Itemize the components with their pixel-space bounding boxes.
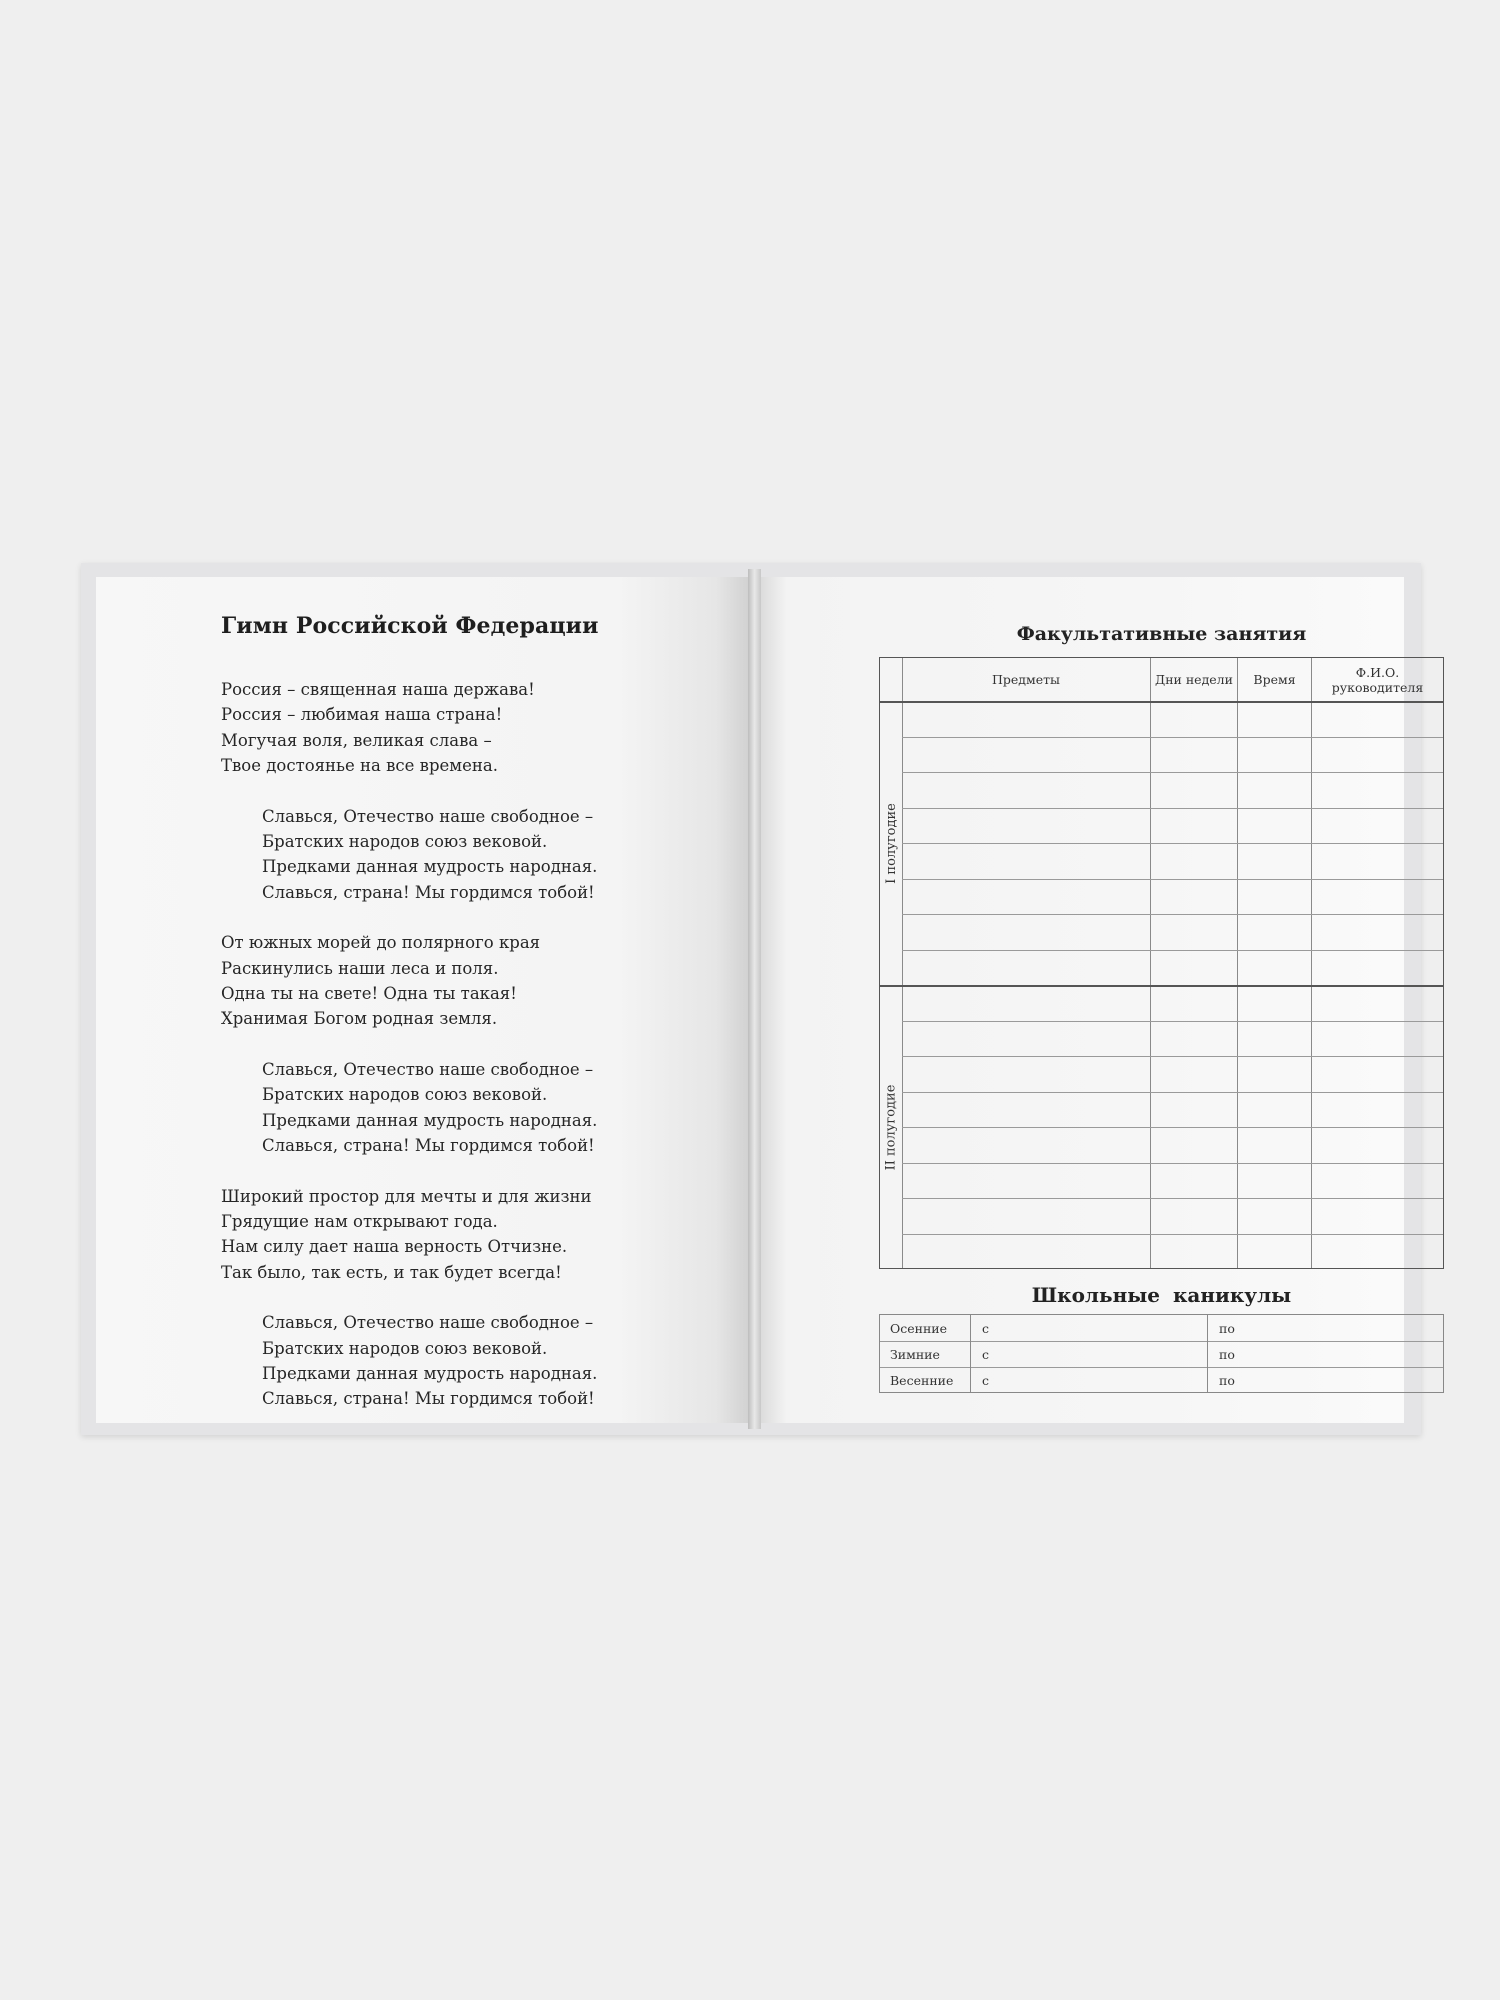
holiday-to-label: по bbox=[1219, 1346, 1235, 1362]
anthem-line: Предками данная мудрость народная. bbox=[262, 1364, 598, 1384]
table-row-line bbox=[902, 808, 1443, 809]
table-row-line bbox=[902, 772, 1443, 773]
holiday-to-label: по bbox=[1219, 1372, 1235, 1388]
header-subjects: Предметы bbox=[992, 672, 1060, 687]
table-row-line bbox=[902, 950, 1443, 951]
holiday-season: Весенние bbox=[890, 1372, 954, 1388]
anthem-verse bbox=[221, 1184, 741, 1285]
anthem-line: Предками данная мудрость народная. bbox=[262, 857, 598, 877]
semester-label-text: I полугодие bbox=[883, 802, 899, 884]
left-page bbox=[96, 577, 748, 1423]
electives-table bbox=[879, 657, 1444, 1269]
holidays-title: Школьные каникулы bbox=[1031, 1283, 1292, 1307]
electives-title: Факультативные занятия bbox=[1016, 623, 1307, 645]
anthem-line: Славься, страна! Мы гордимся тобой! bbox=[262, 1135, 595, 1155]
anthem-line: Твое достоянье на все времена. bbox=[221, 755, 498, 775]
table-column-divider bbox=[1150, 658, 1151, 1268]
anthem-line: Россия – священная наша держава! bbox=[221, 680, 535, 699]
holiday-row-line bbox=[880, 1367, 1443, 1368]
header-supervisor-line1: Ф.И.О. bbox=[1355, 664, 1400, 680]
table-row-line bbox=[902, 737, 1443, 738]
table-column-divider bbox=[1311, 658, 1312, 1268]
holiday-from-label: с bbox=[982, 1346, 990, 1362]
anthem-line: Широкий простор для мечты и для жизни bbox=[221, 1186, 592, 1206]
header-weekdays: Дни недели bbox=[1155, 672, 1233, 687]
holiday-season: Осенние bbox=[890, 1320, 948, 1336]
anthem-line: Так было, так есть, и так будет всегда! bbox=[221, 1262, 562, 1282]
anthem-line: Могучая воля, великая слава – bbox=[221, 730, 492, 750]
anthem-line: Славься, страна! Мы гордимся тобой! bbox=[262, 1389, 595, 1409]
anthem-line: Славься, Отечество наше свободное – bbox=[262, 806, 594, 826]
semester-label bbox=[880, 701, 902, 985]
anthem-line: Предками данная мудрость народная. bbox=[262, 1110, 598, 1130]
holiday-row bbox=[880, 1315, 1443, 1341]
table-row-line bbox=[902, 843, 1443, 844]
table-row-line bbox=[902, 1163, 1443, 1164]
table-row-line bbox=[902, 1234, 1443, 1235]
anthem-verse bbox=[221, 677, 741, 778]
table-row-line bbox=[902, 1127, 1443, 1128]
table-row-line bbox=[902, 914, 1443, 915]
anthem-line: Нам силу дает наша верность Отчизне. bbox=[221, 1237, 568, 1257]
anthem-line: Россия – любимая наша страна! bbox=[221, 705, 503, 725]
table-column-divider bbox=[1237, 658, 1238, 1268]
anthem-line: Славься, Отечество наше свободное – bbox=[262, 1313, 594, 1333]
anthem-line: Грядущие нам открывают года. bbox=[221, 1212, 498, 1232]
anthem-line: Одна ты на свете! Одна ты такая! bbox=[221, 983, 517, 1003]
header-supervisor bbox=[1312, 658, 1443, 701]
holiday-row-line bbox=[880, 1341, 1443, 1342]
holiday-from-label: с bbox=[982, 1320, 990, 1336]
holiday-row bbox=[880, 1367, 1443, 1393]
book-spine-gutter bbox=[748, 569, 761, 1429]
anthem-line: От южных морей до полярного края bbox=[221, 933, 541, 953]
anthem-line: Раскинулись наши леса и поля. bbox=[221, 958, 499, 978]
holiday-row bbox=[880, 1341, 1443, 1367]
table-row-line bbox=[902, 1056, 1443, 1057]
table-column-divider bbox=[902, 658, 903, 1268]
anthem-line: Хранимая Богом родная земля. bbox=[221, 1009, 498, 1029]
table-row-line bbox=[902, 879, 1443, 880]
open-diary-book bbox=[81, 563, 1424, 1435]
anthem-chorus bbox=[262, 1310, 741, 1411]
anthem-title: Гимн Российской Федерации bbox=[221, 613, 599, 639]
anthem-text bbox=[221, 677, 741, 1437]
table-row-line bbox=[902, 1021, 1443, 1022]
anthem-line: Братских народов союз вековой. bbox=[262, 1338, 548, 1358]
holiday-season: Зимние bbox=[890, 1346, 940, 1362]
holidays-table bbox=[879, 1314, 1444, 1393]
anthem-chorus bbox=[262, 804, 741, 905]
anthem-line: Братских народов союз вековой. bbox=[262, 1085, 548, 1105]
holiday-column-divider bbox=[970, 1315, 971, 1392]
header-divider bbox=[880, 701, 1443, 703]
header-supervisor-line2: руководителя bbox=[1331, 679, 1424, 695]
anthem-line: Братских народов союз вековой. bbox=[262, 831, 548, 851]
holiday-column-divider bbox=[1207, 1315, 1208, 1392]
right-page bbox=[761, 577, 1424, 1423]
anthem-verse bbox=[221, 930, 741, 1031]
anthem-line: Славься, страна! Мы гордимся тобой! bbox=[262, 882, 595, 902]
semester-label bbox=[880, 985, 902, 1269]
anthem-chorus bbox=[262, 1057, 741, 1158]
table-row-line bbox=[902, 1198, 1443, 1199]
holiday-from-label: с bbox=[982, 1372, 990, 1388]
semester-label-text: II полугодие bbox=[883, 1084, 899, 1170]
holiday-to-label: по bbox=[1219, 1320, 1235, 1336]
semester-divider bbox=[880, 985, 1443, 987]
anthem-line: Славься, Отечество наше свободное – bbox=[262, 1060, 594, 1080]
table-row-line bbox=[902, 1092, 1443, 1093]
header-time: Время bbox=[1253, 672, 1296, 687]
